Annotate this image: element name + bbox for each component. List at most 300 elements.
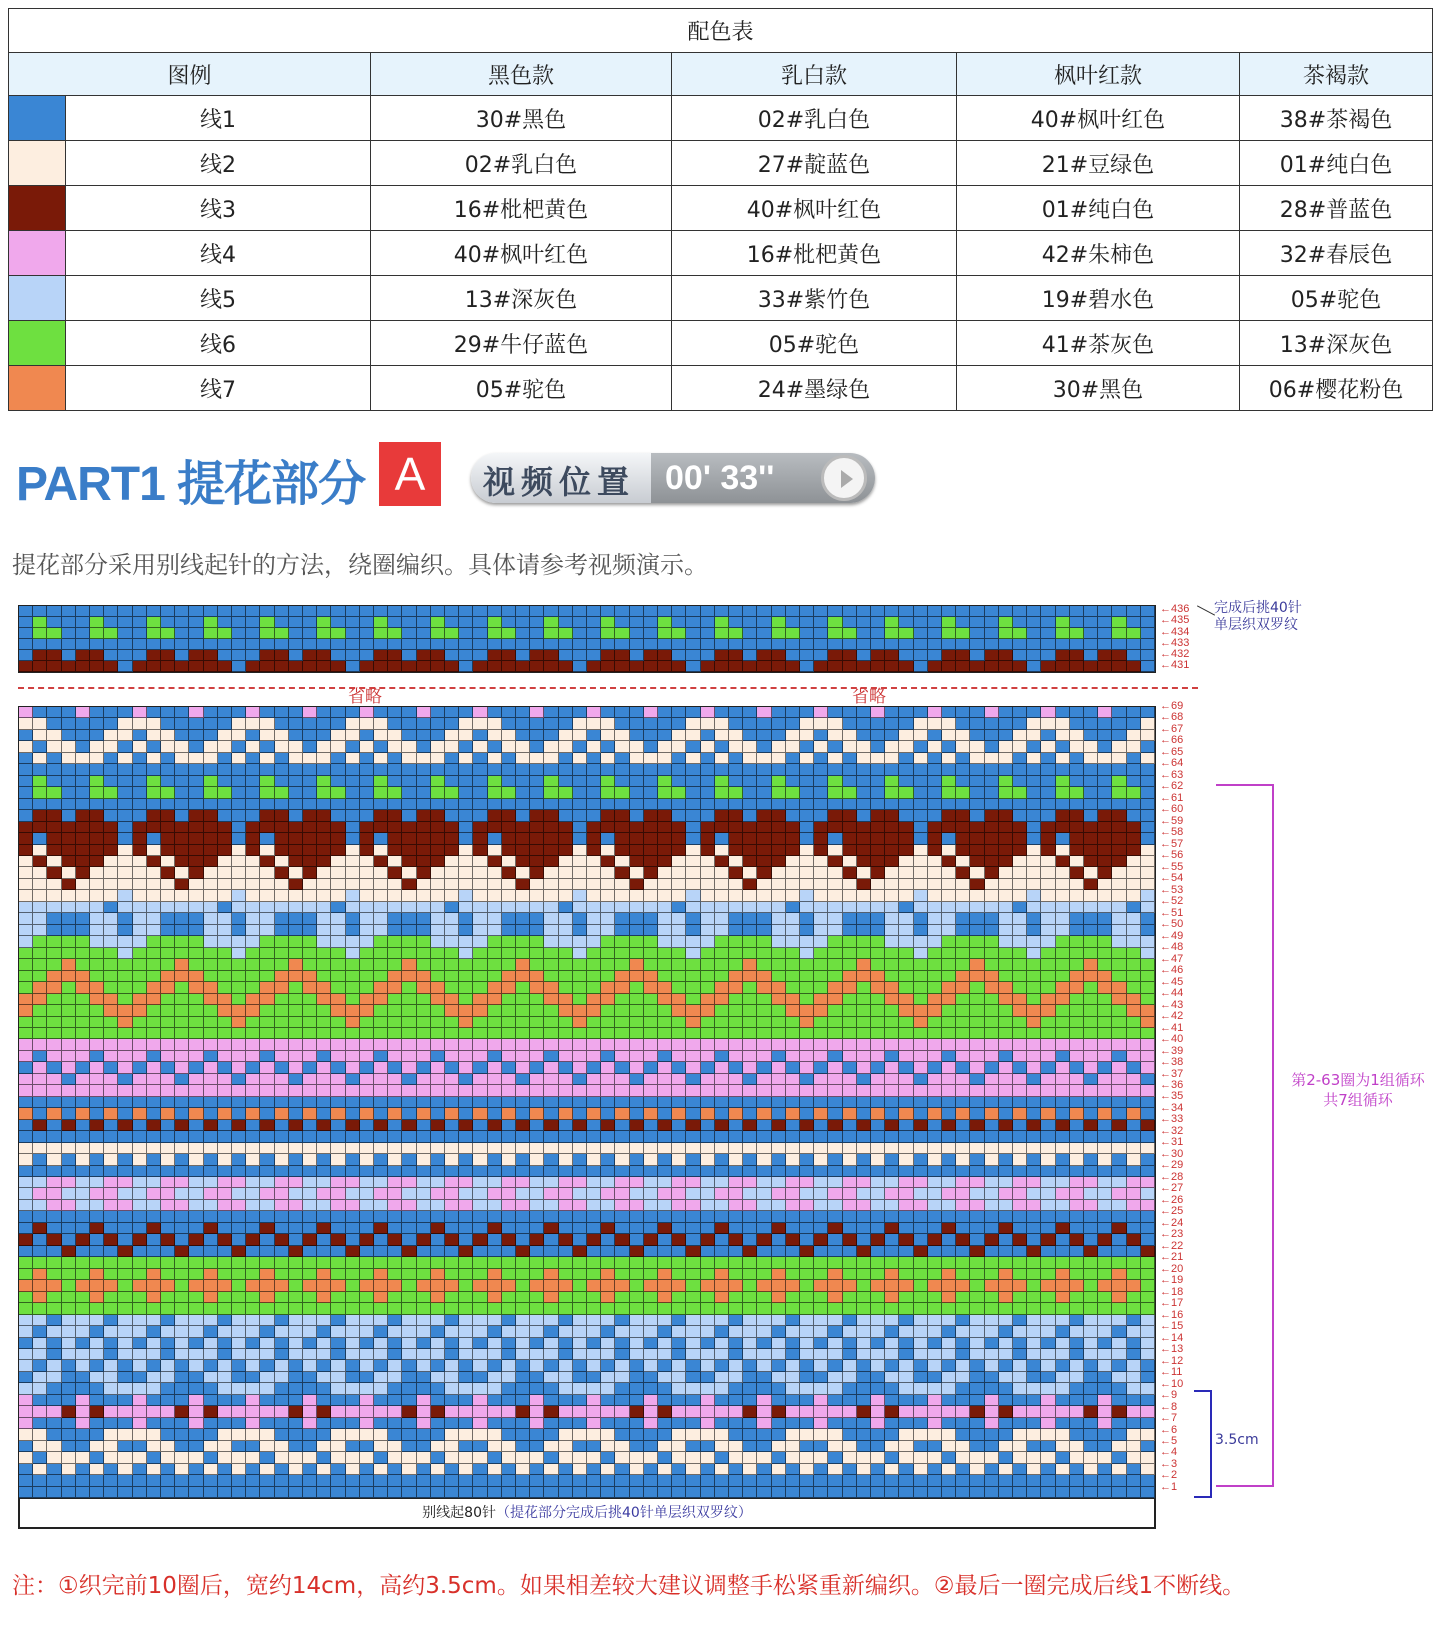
stitch bbox=[218, 1269, 232, 1280]
stitch bbox=[530, 1269, 544, 1280]
stitch bbox=[516, 1074, 530, 1085]
stitch bbox=[928, 1166, 942, 1177]
stitch bbox=[104, 617, 118, 628]
stitch bbox=[1056, 845, 1070, 856]
stitch bbox=[1041, 776, 1055, 787]
stitch bbox=[1027, 1039, 1041, 1050]
stitch bbox=[573, 1062, 587, 1073]
stitch bbox=[786, 650, 800, 661]
stitch bbox=[857, 1005, 871, 1016]
stitch bbox=[772, 925, 786, 936]
stitch bbox=[743, 971, 757, 982]
stitch bbox=[161, 1154, 175, 1165]
stitch bbox=[701, 730, 715, 741]
stitch bbox=[488, 1097, 502, 1108]
stitch bbox=[289, 1257, 303, 1268]
section-subtitle: 提花部分采用别线起针的方法，绕圈编织。具体请参考视频演示。 bbox=[12, 551, 708, 579]
stitch bbox=[118, 1131, 132, 1142]
stitch bbox=[445, 1326, 459, 1337]
stitch bbox=[757, 822, 771, 833]
stitch bbox=[502, 890, 516, 901]
stitch bbox=[1041, 994, 1055, 1005]
stitch bbox=[899, 867, 913, 878]
stitch bbox=[899, 936, 913, 947]
stitch bbox=[1127, 661, 1141, 672]
stitch bbox=[601, 787, 615, 798]
stitch bbox=[1084, 650, 1098, 661]
stitch bbox=[47, 617, 61, 628]
stitch bbox=[757, 1131, 771, 1142]
stitch bbox=[1141, 1246, 1155, 1257]
stitch bbox=[644, 982, 658, 993]
stitch bbox=[1070, 1188, 1084, 1199]
stitch bbox=[1127, 959, 1141, 970]
stitch bbox=[530, 1017, 544, 1028]
stitch bbox=[928, 1315, 942, 1326]
stitch bbox=[218, 1005, 232, 1016]
stitch bbox=[473, 628, 487, 639]
stitch bbox=[814, 1005, 828, 1016]
stitch bbox=[857, 718, 871, 729]
stitch bbox=[317, 1315, 331, 1326]
stitch bbox=[942, 639, 956, 650]
stitch bbox=[928, 1211, 942, 1222]
stitch bbox=[559, 994, 573, 1005]
stitch bbox=[303, 707, 317, 718]
stitch bbox=[530, 982, 544, 993]
stitch bbox=[118, 606, 132, 617]
stitch bbox=[133, 1338, 147, 1349]
stitch bbox=[970, 1085, 984, 1096]
stitch bbox=[47, 845, 61, 856]
stitch bbox=[1112, 753, 1126, 764]
stitch bbox=[743, 890, 757, 901]
stitch bbox=[928, 650, 942, 661]
stitch bbox=[133, 1154, 147, 1165]
stitch bbox=[573, 902, 587, 913]
stitch bbox=[90, 1315, 104, 1326]
stitch bbox=[516, 1200, 530, 1211]
stitch bbox=[715, 856, 729, 867]
stitch bbox=[459, 628, 473, 639]
stitch bbox=[672, 1280, 686, 1291]
stitch bbox=[658, 1246, 672, 1257]
stitch bbox=[757, 902, 771, 913]
stitch bbox=[445, 1257, 459, 1268]
stitch bbox=[544, 1017, 558, 1028]
stitch bbox=[90, 1280, 104, 1291]
stitch bbox=[76, 1246, 90, 1257]
color-row bbox=[9, 186, 1433, 231]
stitch bbox=[246, 959, 260, 970]
stitch bbox=[914, 1062, 928, 1073]
stitch bbox=[772, 1211, 786, 1222]
stitch bbox=[1041, 890, 1055, 901]
stitch bbox=[672, 1005, 686, 1016]
stitch bbox=[601, 1234, 615, 1245]
stitch bbox=[331, 1246, 345, 1257]
stitch bbox=[1013, 1269, 1027, 1280]
stitch bbox=[445, 845, 459, 856]
stitch bbox=[303, 661, 317, 672]
stitch bbox=[914, 1257, 928, 1268]
stitch bbox=[828, 913, 842, 924]
stitch bbox=[104, 1303, 118, 1314]
stitch bbox=[47, 1338, 61, 1349]
stitch bbox=[388, 822, 402, 833]
stitch bbox=[601, 1005, 615, 1016]
yarn-label: 线6 bbox=[66, 321, 371, 366]
stitch bbox=[559, 650, 573, 661]
stitch bbox=[630, 764, 644, 775]
stitch bbox=[488, 982, 502, 993]
stitch bbox=[62, 1166, 76, 1177]
stitch bbox=[47, 1131, 61, 1142]
stitch bbox=[573, 959, 587, 970]
stitch bbox=[800, 833, 814, 844]
stitch bbox=[1041, 1246, 1055, 1257]
stitch bbox=[388, 936, 402, 947]
stitch bbox=[757, 833, 771, 844]
stitch bbox=[573, 936, 587, 947]
stitch bbox=[161, 959, 175, 970]
stitch bbox=[360, 833, 374, 844]
stitch bbox=[303, 810, 317, 821]
stitch bbox=[885, 606, 899, 617]
stitch bbox=[885, 730, 899, 741]
stitch bbox=[189, 741, 203, 752]
stitch bbox=[1141, 1188, 1155, 1199]
stitch bbox=[1041, 810, 1055, 821]
stitch bbox=[828, 1097, 842, 1108]
stitch bbox=[857, 879, 871, 890]
stitch bbox=[19, 822, 33, 833]
stitch bbox=[459, 867, 473, 878]
stitch bbox=[1013, 1211, 1027, 1222]
stitch bbox=[715, 787, 729, 798]
stitch bbox=[459, 1005, 473, 1016]
stitch bbox=[445, 1338, 459, 1349]
stitch bbox=[715, 1177, 729, 1188]
stitch bbox=[118, 1246, 132, 1257]
stitch bbox=[360, 1062, 374, 1073]
stitch bbox=[47, 1120, 61, 1131]
stitch bbox=[317, 1200, 331, 1211]
stitch bbox=[431, 890, 445, 901]
stitch bbox=[615, 753, 629, 764]
stitch bbox=[970, 810, 984, 821]
stitch bbox=[47, 1085, 61, 1096]
stitch bbox=[246, 1039, 260, 1050]
stitch bbox=[104, 1326, 118, 1337]
stitch bbox=[800, 617, 814, 628]
stitch bbox=[701, 1120, 715, 1131]
stitch bbox=[644, 936, 658, 947]
stitch bbox=[289, 730, 303, 741]
stitch bbox=[402, 833, 416, 844]
stitch bbox=[417, 776, 431, 787]
stitch bbox=[189, 1338, 203, 1349]
stitch bbox=[544, 741, 558, 752]
stitch bbox=[686, 856, 700, 867]
stitch bbox=[743, 799, 757, 810]
stitch bbox=[431, 936, 445, 947]
video-position-button[interactable] bbox=[471, 453, 875, 503]
stitch bbox=[559, 1154, 573, 1165]
stitch bbox=[615, 787, 629, 798]
stitch bbox=[573, 753, 587, 764]
stitch bbox=[62, 1143, 76, 1154]
stitch bbox=[786, 1097, 800, 1108]
stitch bbox=[133, 707, 147, 718]
stitch bbox=[516, 1051, 530, 1062]
stitch bbox=[246, 1303, 260, 1314]
stitch bbox=[970, 1303, 984, 1314]
stitch bbox=[62, 1303, 76, 1314]
stitch bbox=[161, 606, 175, 617]
row-number: ←431 bbox=[1160, 659, 1190, 672]
stitch bbox=[19, 1062, 33, 1073]
stitch bbox=[559, 1017, 573, 1028]
stitch bbox=[232, 1166, 246, 1177]
stitch bbox=[19, 718, 33, 729]
stitch bbox=[1027, 1074, 1041, 1085]
stitch bbox=[942, 1269, 956, 1280]
stitch bbox=[601, 1108, 615, 1119]
stitch bbox=[1056, 1166, 1070, 1177]
stitch bbox=[914, 1017, 928, 1028]
stitch bbox=[871, 1005, 885, 1016]
stitch bbox=[161, 1166, 175, 1177]
stitch bbox=[62, 741, 76, 752]
stitch bbox=[1098, 913, 1112, 924]
stitch bbox=[76, 1108, 90, 1119]
stitch bbox=[289, 617, 303, 628]
stitch bbox=[914, 1326, 928, 1337]
stitch bbox=[33, 833, 47, 844]
stitch bbox=[303, 650, 317, 661]
stitch bbox=[346, 810, 360, 821]
stitch bbox=[573, 787, 587, 798]
stitch bbox=[90, 1326, 104, 1337]
stitch bbox=[1127, 628, 1141, 639]
stitch bbox=[559, 799, 573, 810]
stitch bbox=[189, 1315, 203, 1326]
stitch bbox=[1112, 845, 1126, 856]
stitch bbox=[104, 1120, 118, 1131]
stitch bbox=[317, 628, 331, 639]
stitch bbox=[76, 845, 90, 856]
stitch bbox=[402, 741, 416, 752]
stitch bbox=[729, 753, 743, 764]
stitch bbox=[999, 1223, 1013, 1234]
stitch bbox=[303, 925, 317, 936]
stitch bbox=[985, 1200, 999, 1211]
stitch bbox=[488, 822, 502, 833]
stitch bbox=[118, 617, 132, 628]
stitch bbox=[90, 822, 104, 833]
stitch bbox=[800, 1062, 814, 1073]
stitch bbox=[118, 730, 132, 741]
stitch bbox=[47, 1188, 61, 1199]
stitch bbox=[999, 879, 1013, 890]
stitch bbox=[246, 707, 260, 718]
stitch bbox=[147, 890, 161, 901]
stitch bbox=[1070, 1120, 1084, 1131]
stitch bbox=[62, 1028, 76, 1039]
stitch bbox=[772, 845, 786, 856]
color-swatch bbox=[9, 96, 66, 141]
stitch bbox=[175, 925, 189, 936]
stitch bbox=[644, 799, 658, 810]
stitch bbox=[204, 867, 218, 878]
stitch bbox=[189, 856, 203, 867]
stitch bbox=[161, 650, 175, 661]
stitch bbox=[90, 617, 104, 628]
stitch bbox=[686, 948, 700, 959]
stitch bbox=[33, 606, 47, 617]
stitch bbox=[488, 1292, 502, 1303]
stitch bbox=[587, 1223, 601, 1234]
stitch bbox=[488, 1074, 502, 1085]
stitch bbox=[488, 845, 502, 856]
stitch bbox=[175, 1280, 189, 1291]
stitch bbox=[772, 833, 786, 844]
stitch bbox=[644, 1200, 658, 1211]
stitch bbox=[147, 1154, 161, 1165]
stitch bbox=[417, 867, 431, 878]
stitch bbox=[1112, 1097, 1126, 1108]
yarn-color: 05#驼色 bbox=[671, 321, 956, 366]
stitch bbox=[175, 1085, 189, 1096]
stitch bbox=[33, 753, 47, 764]
stitch bbox=[814, 776, 828, 787]
stitch bbox=[133, 617, 147, 628]
stitch bbox=[303, 833, 317, 844]
stitch bbox=[62, 1246, 76, 1257]
stitch bbox=[275, 1120, 289, 1131]
stitch bbox=[516, 617, 530, 628]
stitch bbox=[757, 650, 771, 661]
stitch bbox=[346, 1269, 360, 1280]
stitch bbox=[601, 810, 615, 821]
stitch bbox=[360, 753, 374, 764]
stitch bbox=[502, 718, 516, 729]
stitch bbox=[19, 1280, 33, 1291]
stitch bbox=[1013, 617, 1027, 628]
stitch bbox=[544, 833, 558, 844]
stitch bbox=[33, 1074, 47, 1085]
stitch bbox=[175, 1131, 189, 1142]
stitch bbox=[374, 606, 388, 617]
stitch bbox=[175, 1177, 189, 1188]
stitch bbox=[530, 833, 544, 844]
stitch bbox=[715, 1211, 729, 1222]
stitch bbox=[1112, 718, 1126, 729]
stitch bbox=[516, 730, 530, 741]
stitch bbox=[530, 845, 544, 856]
stitch bbox=[928, 776, 942, 787]
stitch bbox=[715, 867, 729, 878]
stitch bbox=[630, 1269, 644, 1280]
stitch bbox=[161, 1005, 175, 1016]
stitch bbox=[90, 948, 104, 959]
stitch bbox=[445, 1188, 459, 1199]
stitch bbox=[1056, 1074, 1070, 1085]
stitch bbox=[161, 1257, 175, 1268]
stitch bbox=[33, 741, 47, 752]
stitch bbox=[701, 707, 715, 718]
stitch bbox=[757, 1062, 771, 1073]
stitch bbox=[899, 822, 913, 833]
stitch bbox=[814, 879, 828, 890]
stitch bbox=[672, 1017, 686, 1028]
stitch bbox=[360, 1280, 374, 1291]
stitch bbox=[999, 1051, 1013, 1062]
stitch bbox=[246, 718, 260, 729]
stitch bbox=[388, 1166, 402, 1177]
stitch bbox=[431, 1120, 445, 1131]
stitch bbox=[701, 925, 715, 936]
stitch bbox=[218, 1200, 232, 1211]
stitch bbox=[275, 741, 289, 752]
finish-note bbox=[1214, 600, 1302, 634]
stitch bbox=[374, 925, 388, 936]
stitch bbox=[331, 1154, 345, 1165]
stitch bbox=[772, 822, 786, 833]
stitch bbox=[417, 1051, 431, 1062]
stitch bbox=[857, 1143, 871, 1154]
stitch bbox=[956, 1269, 970, 1280]
stitch bbox=[118, 1154, 132, 1165]
stitch bbox=[928, 810, 942, 821]
stitch bbox=[729, 1017, 743, 1028]
stitch bbox=[246, 1143, 260, 1154]
stitch bbox=[47, 707, 61, 718]
stitch bbox=[715, 718, 729, 729]
stitch bbox=[502, 1326, 516, 1337]
stitch bbox=[686, 1074, 700, 1085]
stitch bbox=[189, 890, 203, 901]
play-icon[interactable] bbox=[821, 455, 867, 501]
stitch bbox=[729, 1246, 743, 1257]
stitch bbox=[1013, 994, 1027, 1005]
stitch bbox=[388, 707, 402, 718]
stitch bbox=[317, 1269, 331, 1280]
header-maple: 枫叶红款 bbox=[956, 53, 1239, 96]
stitch bbox=[175, 1303, 189, 1314]
stitch bbox=[360, 639, 374, 650]
stitch bbox=[942, 730, 956, 741]
stitch bbox=[275, 1108, 289, 1119]
stitch bbox=[147, 982, 161, 993]
stitch bbox=[914, 1108, 928, 1119]
stitch bbox=[218, 867, 232, 878]
stitch bbox=[62, 1292, 76, 1303]
stitch bbox=[559, 879, 573, 890]
stitch bbox=[1084, 639, 1098, 650]
stitch bbox=[104, 1269, 118, 1280]
stitch bbox=[828, 1154, 842, 1165]
stitch bbox=[559, 1051, 573, 1062]
stitch bbox=[914, 1200, 928, 1211]
stitch bbox=[772, 753, 786, 764]
stitch bbox=[729, 1326, 743, 1337]
stitch bbox=[729, 948, 743, 959]
stitch bbox=[686, 617, 700, 628]
stitch bbox=[331, 753, 345, 764]
stitch bbox=[743, 902, 757, 913]
